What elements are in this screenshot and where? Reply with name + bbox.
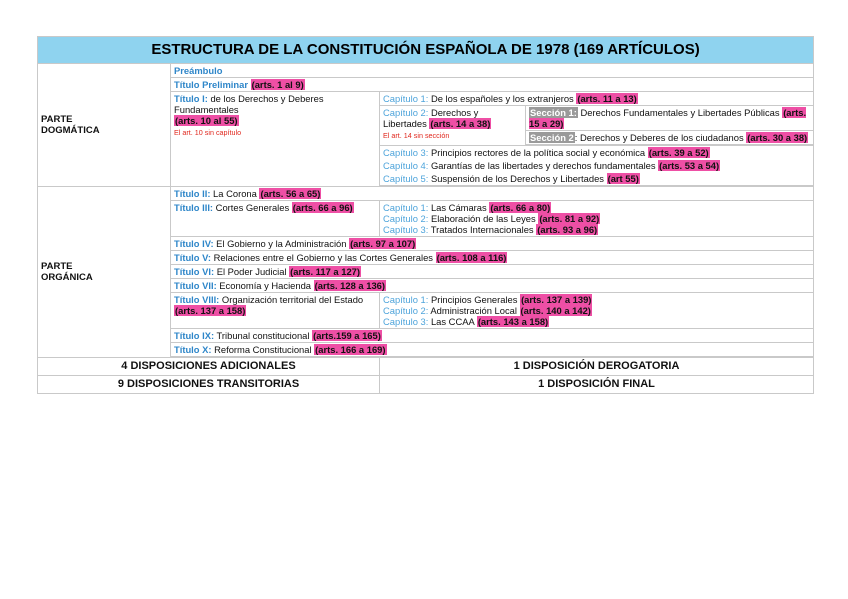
disposicion-derogatoria: 1 DISPOSICIÓN DEROGATORIA [380,358,814,376]
titulo-8-desc: Organización territorial del Estado [219,294,364,305]
titulo-1-cap3-row [380,146,814,160]
titulo-3-cell [171,201,380,237]
titulo-4-row [171,237,814,251]
titulo-8-cap1-name: Capítulo 1: [383,294,429,305]
titulo-8-arts: (arts. 137 a 158) [175,305,246,316]
titulo-9-row [171,329,814,343]
titulo-10-desc: Reforma Constitucional [211,344,315,355]
titulo-preliminar-row [171,78,814,92]
titulo-4-name: Título IV: [174,238,214,249]
titulo-6-arts: (arts. 117 a 127) [290,266,360,277]
titulo-1-cap2-cell [380,106,526,146]
titulo-3-cap1-desc: Las Cámaras [428,202,490,213]
titulo-1-cap5-name: Capítulo 5: [383,173,429,184]
titulo-3-cap2-row [383,213,810,224]
titulo-1-cap3-name: Capítulo 3: [383,147,429,158]
titulo-1-cap2-name: Capítulo 2: [383,107,429,118]
disposiciones-transitorias: 9 DISPOSICIONES TRANSITORIAS [38,376,380,394]
titulo-7-row [171,279,814,293]
titulo-8-cap2-desc: Administración Local [428,305,520,316]
titulo-3-cap3-desc: Tratados Internacionales [428,224,537,235]
titulo-1-cap3-desc: Principios rectores de la política social y económica [428,147,648,158]
titulo-1-sec2-arts: (arts. 30 a 38) [747,132,808,143]
titulo-1-cap1-row [380,92,814,106]
titulo-7-name: Título VII: [174,280,217,291]
titulo-3-arts: (arts. 66 a 96) [292,202,353,213]
preambulo-label: Preámbulo [174,65,223,76]
titulo-1-sec2-name: Sección 2 [530,132,574,143]
titulo-1-cap5-row [380,172,814,186]
titulo-3-cap2-desc: Elaboración de las Leyes [428,213,539,224]
titulo-preliminar-name: Título Preliminar [174,79,248,90]
titulo-3-cap3-row [383,224,810,235]
titulo-3-cap3-name: Capítulo 3: [383,224,429,235]
titulo-2-arts: (arts. 56 a 65) [260,188,321,199]
titulo-3-cap1-arts: (arts. 66 a 80) [490,202,551,213]
titulo-8-name: Título VIII: [174,294,220,305]
titulo-6-row [171,265,814,279]
titulo-3-desc: Cortes Generales [213,202,292,213]
titulo-10-name: Título X: [174,344,212,355]
titulo-1-sec1-name: Sección 1: [530,107,577,118]
titulo-1-cap4-row [380,159,814,172]
titulo-1-cap1-desc: De los españoles y los extranjeros [428,93,577,104]
titulo-5-desc: Relaciones entre el Gobierno y las Cortes Generales [210,252,436,263]
titulo-8-cap1-arts: (arts. 137 a 139) [521,294,592,305]
titulo-1-cap5-desc: Suspensión de los Derechos y Libertades [428,173,607,184]
titulo-3-caps [380,201,814,237]
titulo-8-cap3-row [383,316,810,327]
part-dogmatica [38,64,171,187]
titulo-5-arts: (arts. 108 a 116) [436,252,507,263]
titulo-9-name: Título IX: [174,330,215,341]
titulo-1-sec2-desc: : Derechos y Deberes de los ciudadanos [574,132,747,143]
titulo-6-desc: El Poder Judicial [214,266,290,277]
titulo-4-arts: (arts. 97 a 107) [350,238,416,249]
titulo-1-cap2-note: El art. 14 sin sección [383,131,450,140]
titulo-8-caps [380,293,814,329]
titulo-1-cap4-arts: (arts. 53 a 54) [659,160,720,171]
titulo-8-cell [171,293,380,329]
titulo-3-cap2-name: Capítulo 2: [383,213,429,224]
titulo-1-name: Título I: [174,93,208,104]
disposicion-final: 1 DISPOSICIÓN FINAL [380,376,814,394]
titulo-7-desc: Economía y Hacienda [216,280,314,291]
titulo-8-cap3-arts: (arts. 143 a 158) [477,316,549,327]
titulo-6-name: Título VI: [174,266,215,277]
titulo-10-arts: (arts. 166 a 169) [315,344,386,355]
titulo-1-cap1-name: Capítulo 1: [383,93,429,104]
titulo-1-sec2-row [526,131,814,145]
titulo-1-cap4-desc: Garantías de las libertades y derechos fundamentales [428,160,659,171]
titulo-1-cap1-arts: (arts. 11 a 13) [577,93,637,104]
titulo-1-sec1-desc: Derechos Fundamentales y Libertades Públicas [577,107,783,118]
titulo-1-cap3-arts: (arts. 39 a 52) [648,147,709,158]
titulo-3-cap1-name: Capítulo 1: [383,202,429,213]
titulo-1-cap5-arts: (art 55) [607,173,639,184]
constitution-structure-table [37,36,814,394]
titulo-1-sec1-row [526,106,814,131]
titulo-1-arts: (arts. 10 al 55) [175,115,238,126]
titulo-9-arts: (arts.159 a 165) [313,330,381,341]
titulo-8-cap2-name: Capítulo 2: [383,305,429,316]
titulo-2-desc: La Corona [210,188,260,199]
titulo-8-cap1-desc: Principios Generales [428,294,521,305]
part-dogmatica-label: PARTE DOGMÁTICA [41,114,100,136]
preambulo-row [171,64,814,78]
titulo-10-row [171,343,814,357]
titulo-2-name: Título II: [174,188,211,199]
titulo-1-cap4-name: Capítulo 4: [383,160,429,171]
titulo-preliminar-arts: (arts. 1 al 9) [251,79,304,90]
titulo-3-name: Título III: [174,202,214,213]
titulo-3-cap1-row [383,202,810,213]
titulo-2-row [171,187,814,201]
table-title: ESTRUCTURA DE LA CONSTITUCIÓN ESPAÑOLA DE 1978 (169 ARTÍCULOS) [38,37,814,64]
titulo-3-cap2-arts: (arts. 81 a 92) [539,213,600,224]
titulo-8-cap3-name: Capítulo 3: [383,316,429,327]
part-organica [38,187,171,358]
titulo-7-arts: (arts. 128 a 136) [314,280,385,291]
titulo-1-cap2-desc: Derechos y Libertades [383,107,479,129]
titulo-1-desc: de los Derechos y Deberes Fundamentales [174,93,324,115]
titulo-4-desc: El Gobierno y la Administración [213,238,350,249]
titulo-1-sec1-arts: (arts. 15 a 29) [529,107,807,129]
titulo-9-desc: Tribunal constitucional [214,330,313,341]
titulo-8-cap1-row [383,294,810,305]
titulo-1-cell [171,92,380,187]
titulo-1-note: El art. 10 sin capítulo [174,128,242,137]
titulo-8-cap2-arts: (arts. 140 a 142) [520,305,591,316]
titulo-5-name: Título V: [174,252,211,263]
titulo-8-cap2-row [383,305,810,316]
part-organica-label: PARTE ORGÁNICA [41,261,93,283]
titulo-1-cap2-arts: (arts. 14 a 38) [430,118,491,129]
titulo-5-row [171,251,814,265]
titulo-8-cap3-desc: Las CCAA [428,316,477,327]
titulo-3-cap3-arts: (arts. 93 a 96) [537,224,598,235]
disposiciones-adicionales: 4 DISPOSICIONES ADICIONALES [38,358,380,376]
